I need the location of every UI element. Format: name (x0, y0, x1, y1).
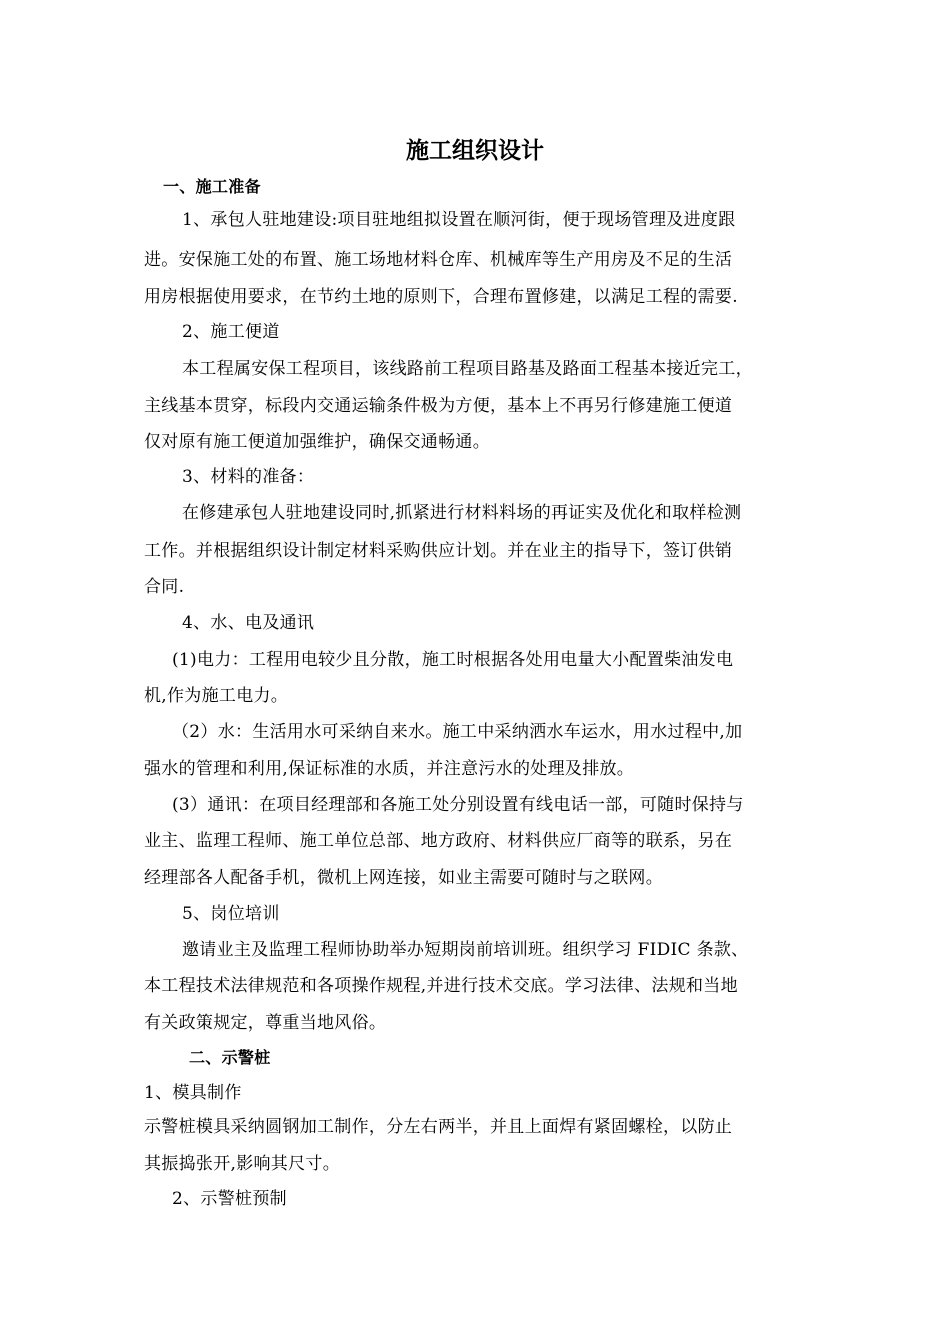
document-title: 施工组织设计 (406, 138, 544, 164)
subsection-heading: 2、示警桩预制 (172, 1189, 287, 1209)
paragraph-line: 机,作为施工电力。 (144, 686, 289, 706)
subsection-heading: 3、材料的准备： (182, 467, 315, 487)
paragraph-line: 邀请业主及监理工程师协助举办短期岗前培训班。组织学习 FIDIC 条款、 (182, 940, 749, 960)
subsection-heading: 1、模具制作 (144, 1083, 242, 1103)
paragraph-line: 主线基本贯穿，标段内交通运输条件极为方便，基本上不再另行修建施工便道 (144, 396, 733, 416)
paragraph-line: 业主、监理工程师、施工单位总部、地方政府、材料供应厂商等的联系，另在 (144, 831, 733, 851)
paragraph-line: 其振捣张开,影响其尺寸。 (144, 1154, 341, 1174)
paragraph-line: 经理部各人配备手机，微机上网连接，如业主需要可随时与之联网。 (144, 868, 663, 888)
paragraph-line: （2）水：生活用水可采纳自来水。施工中采纳洒水车运水，用水过程中,加 (172, 722, 743, 742)
paragraph-line: 工作。并根据组织设计制定材料采购供应计划。并在业主的指导下，签订供销 (144, 541, 733, 561)
paragraph-line: 在修建承包人驻地建设同时,抓紧进行材料料场的再证实及优化和取样检测 (182, 503, 742, 523)
paragraph-line: 进。安保施工处的布置、施工场地材料仓库、机械库等生产用房及不足的生活 (144, 250, 733, 270)
section-heading: 一、施工准备 (163, 177, 261, 196)
paragraph-line: 仅对原有施工便道加强维护，确保交通畅通。 (144, 432, 490, 452)
paragraph-line: 本工程技术法律规范和各项操作规程,并进行技术交底。学习法律、法规和当地 (144, 976, 738, 996)
subsection-heading: 4、水、电及通讯 (182, 613, 315, 633)
subsection-heading: 2、施工便道 (182, 322, 280, 342)
paragraph-line: 合同. (144, 577, 185, 597)
paragraph-line: 强水的管理和利用,保证标准的水质，并注意污水的处理及排放。 (144, 759, 635, 779)
paragraph-line: 用房根据使用要求，在节约土地的原则下，合理布置修建，以满足工程的需要. (144, 287, 738, 307)
paragraph-line: (3）通讯：在项目经理部和各施工处分别设置有线电话一部，可随时保持与 (172, 795, 744, 815)
paragraph-line: 有关政策规定，尊重当地风俗。 (144, 1013, 387, 1033)
paragraph-line: 示警桩模具采纳圆钢加工制作，分左右两半，并且上面焊有紧固螺栓，以防止 (144, 1117, 733, 1137)
paragraph-line: 本工程属安保工程项目，该线路前工程项目路基及路面工程基本接近完工， (182, 359, 753, 379)
paragraph-line: 1、承包人驻地建设:项目驻地组拟设置在顺河街，便于现场管理及进度跟 (182, 210, 736, 230)
subsection-heading: 5、岗位培训 (182, 904, 280, 924)
section-heading: 二、示警桩 (189, 1048, 271, 1067)
paragraph-line: (1)电力：工程用电较少且分散，施工时根据各处用电量大小配置柴油发电 (172, 650, 734, 670)
